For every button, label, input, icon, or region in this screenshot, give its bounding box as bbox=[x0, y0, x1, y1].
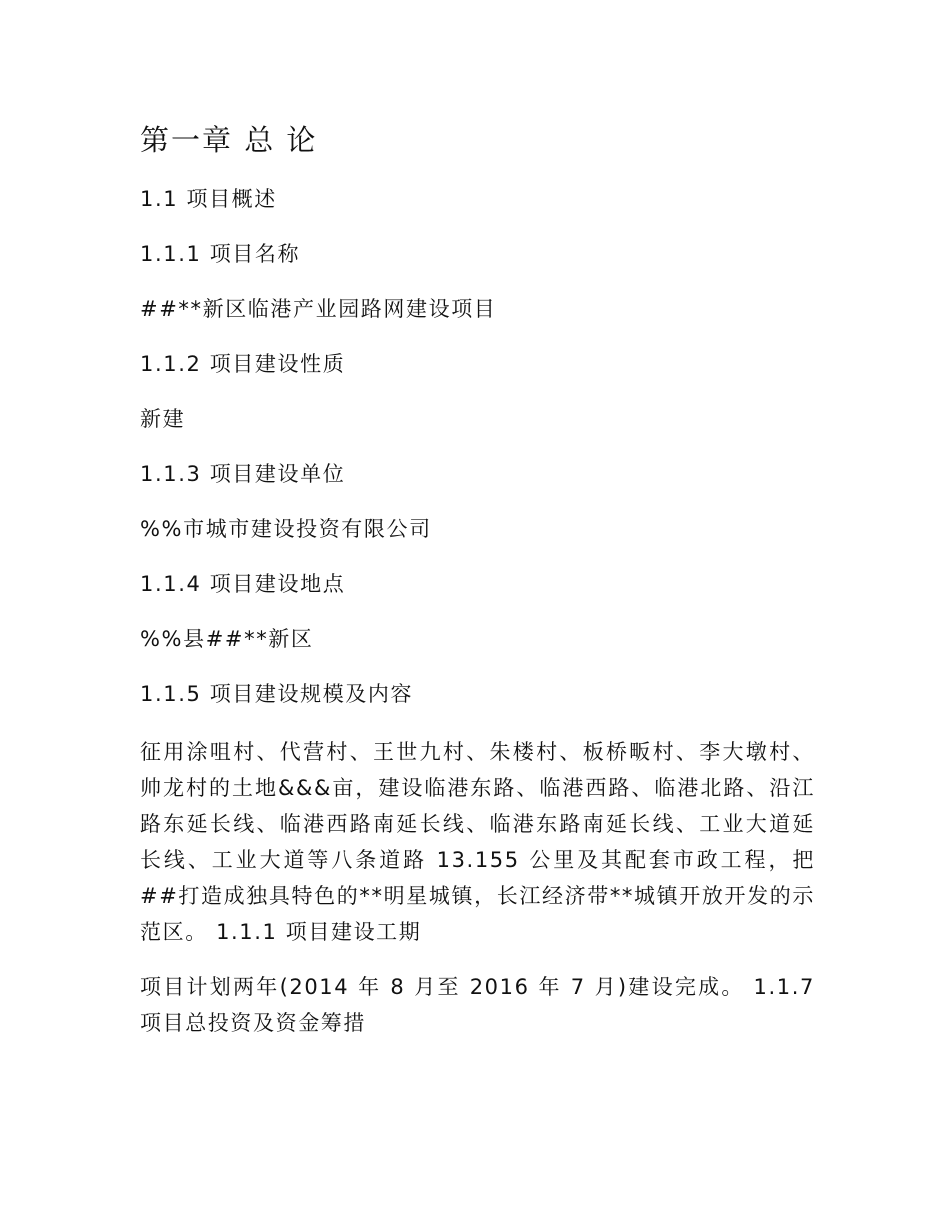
document-body bbox=[140, 118, 815, 1060]
construction-nature-text: 新建 bbox=[140, 407, 186, 431]
chapter-title: 第一章 总 论 bbox=[140, 123, 318, 157]
heading-construction-unit: 1.1.3 项目建设单位 bbox=[140, 462, 346, 486]
heading-construction-nature: 1.1.2 项目建设性质 bbox=[140, 352, 346, 376]
project-name-text: ##**新区临港产业园路网建设项目 bbox=[140, 297, 497, 321]
heading-construction-location: 1.1.4 项目建设地点 bbox=[140, 572, 346, 596]
construction-unit-text: %%市城市建设投资有限公司 bbox=[140, 517, 432, 541]
heading-project-name: 1.1.1 项目名称 bbox=[140, 242, 301, 266]
section-heading-1-1: 1.1 项目概述 bbox=[140, 187, 277, 211]
construction-location-text: %%县##**新区 bbox=[140, 627, 314, 651]
scale-content-paragraph: 征用涂咀村、代营村、王世九村、朱楼村、板桥畈村、李大墩村、帅龙村的土地&&&亩，建设临港东路、临港西路、临港北路、沿江路东延长线、临港西路南延长线、临港东路南延长线、工业大道延长线、工业大道等八条道路 13.155 公里及其配套市政工程，把##打造成独具特色的**明星城镇，长江经济带**城镇开放开发的示范区。 1.1.1 项目建设工期 bbox=[140, 740, 815, 944]
heading-scale-content: 1.1.5 项目建设规模及内容 bbox=[140, 682, 414, 706]
schedule-paragraph: 项目计划两年(2014 年 8 月至 2016 年 7 月)建设完成。 1.1.7 项目总投资及资金筹措 bbox=[140, 975, 815, 1035]
